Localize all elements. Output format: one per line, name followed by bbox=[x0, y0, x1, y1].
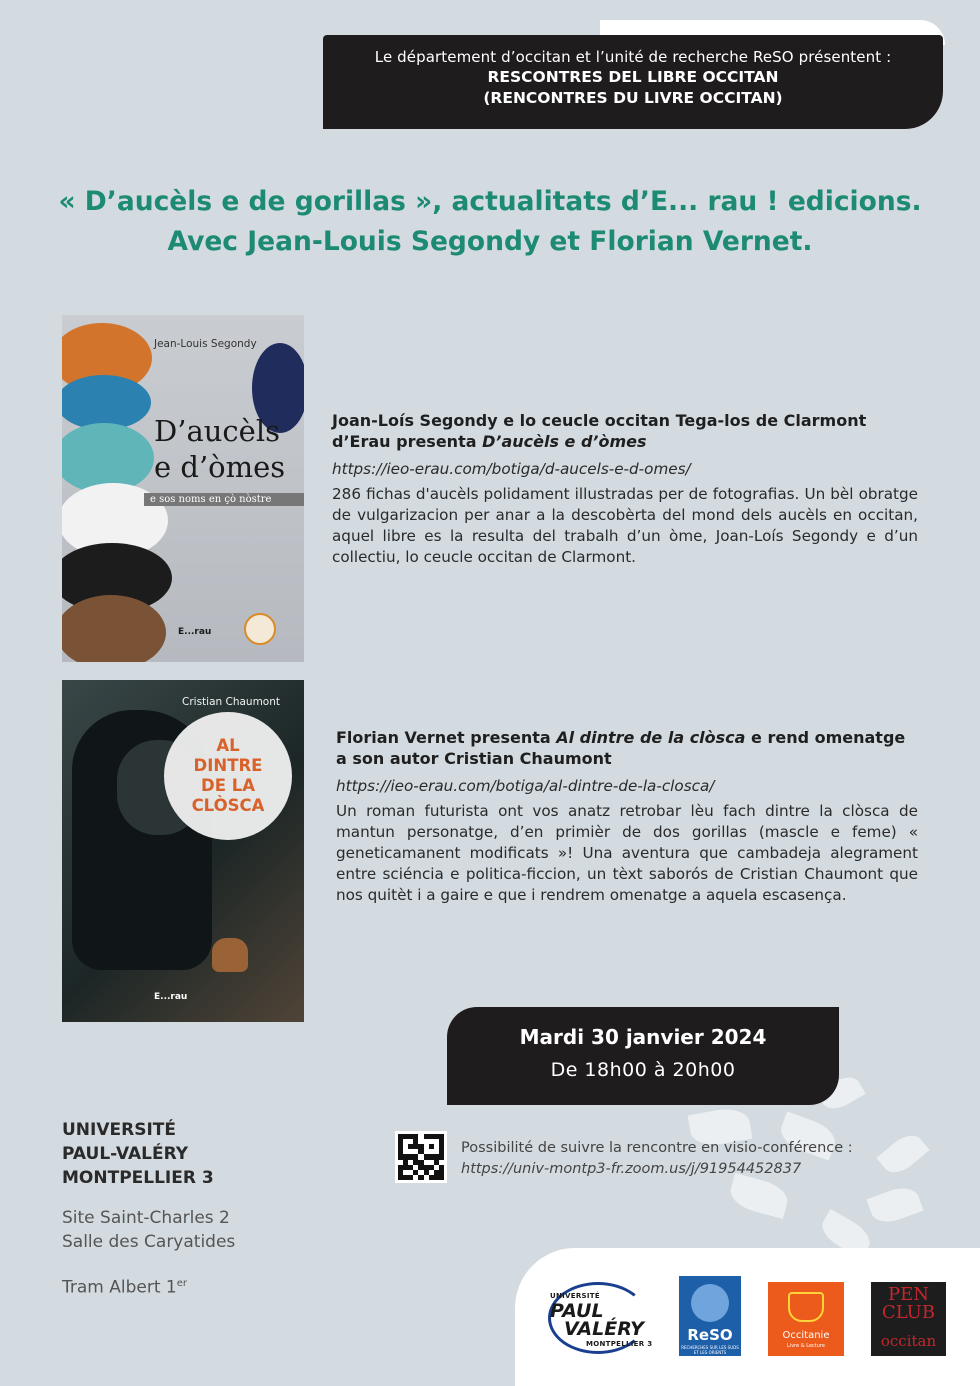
occitanie-logo-subtitle: Livre & Lecture bbox=[787, 1343, 825, 1349]
upv-logo[interactable] bbox=[548, 1282, 656, 1358]
event-date-box bbox=[447, 1007, 839, 1105]
upv-logo-paul: PAUL bbox=[550, 1300, 604, 1322]
book2-heading bbox=[336, 727, 918, 769]
bird-hawk bbox=[62, 595, 166, 662]
book1-cover-subtitle: e sos noms en çò nòstre bbox=[144, 493, 304, 506]
book2-cover-title-line2: DINTRE bbox=[193, 756, 263, 775]
venue-site-line2: Salle des Caryatides bbox=[62, 1232, 236, 1252]
venue-site bbox=[62, 1206, 235, 1254]
tega-los-seal bbox=[244, 613, 276, 645]
book2-cover-author: Cristian Chaumont bbox=[182, 696, 280, 708]
book2-cover-title bbox=[164, 712, 292, 840]
upv-logo-bottom: MONTPELLIER 3 bbox=[586, 1340, 653, 1348]
visio-text: Possibilité de suivre la rencontre en visio-conférence : bbox=[461, 1140, 853, 1156]
book1-description-block bbox=[332, 410, 918, 568]
venue-tram bbox=[62, 1272, 235, 1300]
nut-image bbox=[212, 938, 248, 972]
header-title-line1: RESCONTRES DEL LIBRE OCCITAN bbox=[487, 68, 779, 86]
book2-heading-text1: Florian Vernet presenta bbox=[336, 728, 557, 747]
pen-logo-line1: PEN bbox=[887, 1284, 929, 1305]
book1-description: 286 fichas d'aucèls polidament illustradas per de fotografias. Un bèl obratge de vulgarizacion per anar a la descobèrta del mond dels aucèls en occitan, aquel libre es la resulta del trabalh d’un òme, Joan-Loís Segondy e d’un collectiu, lo ceucle occitan de Clarmont. bbox=[332, 485, 918, 566]
event-date: Mardi 30 janvier 2024 bbox=[519, 1025, 767, 1049]
reso-logo-subtitle: RECHERCHES SUR LES SUDS ET LES ORIENTS bbox=[681, 1345, 739, 1355]
qr-code-icon[interactable] bbox=[395, 1131, 447, 1183]
venue-tram-sup: er bbox=[176, 1278, 187, 1289]
book1-cover-title-line2: e d’òmes bbox=[154, 450, 286, 484]
book2-url-link[interactable]: https://ieo-erau.com/botiga/al-dintre-de-la-closca/ bbox=[336, 777, 715, 795]
book1-publisher-logo: E...rau bbox=[178, 627, 212, 637]
venue-block bbox=[62, 1118, 235, 1300]
header-intro: Le département d’occitan et l’unité de recherche ReSO présentent : bbox=[374, 48, 892, 66]
venue-tram-text: Tram Albert 1 bbox=[62, 1277, 177, 1298]
pen-club-logo[interactable] bbox=[871, 1282, 946, 1356]
book2-cover-title-line4: CLÒSCA bbox=[191, 796, 265, 815]
tree-icon bbox=[691, 1284, 729, 1322]
venue-site-line1: Site Saint-Charles 2 bbox=[62, 1208, 230, 1228]
leaf-icon bbox=[866, 1182, 923, 1227]
book1-cover-title bbox=[154, 413, 285, 485]
leaf-icon bbox=[876, 1128, 929, 1179]
book1-heading-title: D’aucèls e d’òmes bbox=[482, 432, 647, 451]
book1-heading bbox=[332, 410, 918, 452]
book2-publisher-logo: E...rau bbox=[154, 992, 188, 1002]
book1-cover-author: Jean-Louis Segondy bbox=[154, 338, 257, 350]
book2-cover bbox=[62, 680, 304, 1022]
reso-logo[interactable] bbox=[679, 1276, 741, 1356]
pen-logo-line3: occitan bbox=[880, 1332, 937, 1350]
book2-description: Un roman futurista ont vos anatz retrobar lèu fach dintre la clòsca de mantun personatge, d’en primièr de dos gorillas (mascle e feme) « geneticamanent modificats »! Una aventura que cambadeja alegrament entre sciéncia e politica-ficcion, un tèxt saborós de Cristian Chaumont que nos quitèt i a gaire e que i rendrem omenatge a aquela escasença. bbox=[336, 802, 918, 904]
header-title-line2: (RENCONTRES DU LIVRE OCCITAN) bbox=[483, 89, 783, 107]
occitanie-logo-name: Occitanie bbox=[782, 1330, 830, 1341]
occitanie-livre-logo[interactable] bbox=[768, 1282, 844, 1356]
book1-url-link[interactable]: https://ieo-erau.com/botiga/d-aucels-e-d-omes/ bbox=[332, 460, 691, 478]
qr-module bbox=[439, 1175, 444, 1180]
reso-logo-text: ReSO bbox=[687, 1326, 733, 1344]
header-banner bbox=[323, 35, 943, 129]
upv-logo-valery: VALÉRY bbox=[564, 1318, 644, 1340]
book2-cover-title-line1: AL bbox=[216, 736, 240, 755]
bird-kingfisher bbox=[62, 375, 151, 430]
venue-name-line2: PAUL-VALÉRY bbox=[62, 1144, 189, 1164]
event-time: De 18h00 à 20h00 bbox=[550, 1059, 736, 1081]
upv-logo-top: UNIVERSITÉ bbox=[550, 1292, 600, 1300]
main-title-line2: Avec Jean-Louis Segondy et Florian Vernet. bbox=[167, 226, 813, 257]
venue-name-line3: MONTPELLIER 3 bbox=[62, 1168, 214, 1188]
book1-heading-text: Joan-Loís Segondy e lo ceucle occitan Tega-los de Clarmont d’Erau presenta bbox=[332, 411, 867, 451]
pen-logo-line2: CLUB bbox=[881, 1302, 936, 1323]
book2-heading-text2: e rend omenatge a son autor Cristian Chaumont bbox=[336, 728, 906, 768]
open-book-icon bbox=[788, 1292, 824, 1322]
main-title bbox=[0, 182, 980, 262]
book2-heading-title: Al dintre de la clòsca bbox=[556, 728, 746, 747]
visio-url-link[interactable]: https://univ-montp3-fr.zoom.us/j/91954452837 bbox=[461, 1161, 802, 1177]
main-title-line1: « D’aucèls e de gorillas », actualitats d’E... rau ! edicions. bbox=[58, 186, 922, 217]
book1-cover bbox=[62, 315, 304, 662]
book1-cover-title-line1: D’aucèls bbox=[154, 414, 280, 448]
qr-code-grid bbox=[398, 1134, 444, 1180]
book2-description-block bbox=[336, 727, 918, 906]
visio-block bbox=[461, 1138, 853, 1180]
venue-name-line1: UNIVERSITÉ bbox=[62, 1120, 176, 1140]
book2-cover-title-line3: DE LA bbox=[201, 776, 255, 795]
